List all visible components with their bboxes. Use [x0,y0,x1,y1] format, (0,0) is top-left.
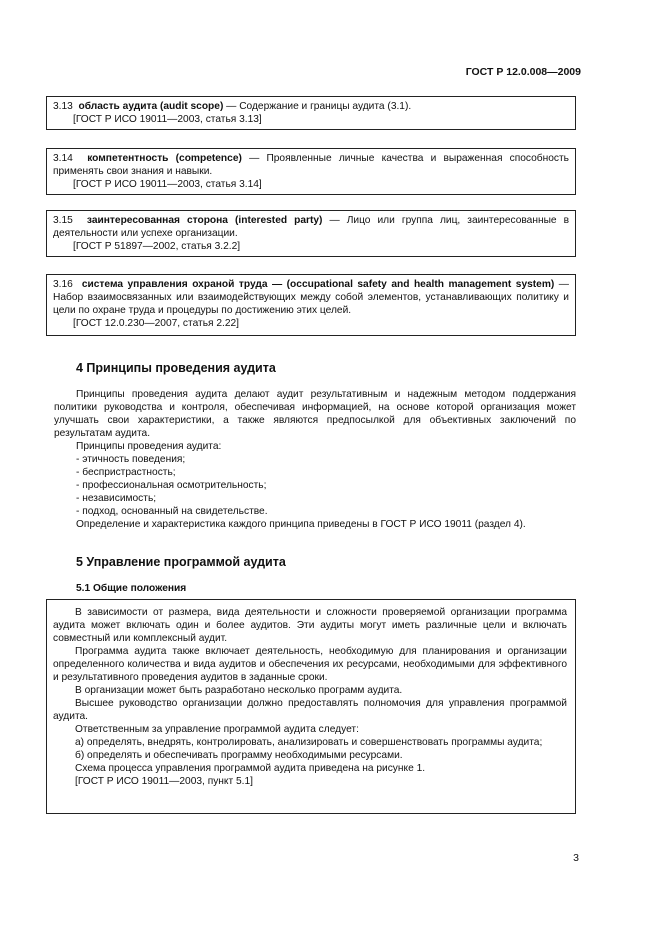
term-text: — Проявленные личные качества и выраженная способность применять свои знания и навыки. [53,153,569,177]
term-definition [53,152,569,178]
term-number: 3.16 [53,279,73,290]
term-reference: [ГОСТ Р ИСО 19011—2003, статья 3.13] [73,114,262,125]
term-text: — Содержание и границы аудита (3.1). [223,101,412,112]
paragraph: В зависимости от размера, вида деятельности и сложности проверяемой организации программа аудита может включать один и более аудитов. Эти аудиты могут иметь различные цели и включать совместный или комплексный аудит. [53,607,567,644]
term-number: 3.13 [53,101,73,112]
term-definition [53,100,569,113]
paragraph: Программа аудита также включает деятельность, необходимую для планирования и организации определенного количества и вида аудитов и обеспечения их ресурсами, необходимыми для эффективного и результативного проведения аудитов в заданные сроки. [53,646,567,683]
paragraph: б) определять и обеспечивать программу необходимыми ресурсами. [75,750,403,761]
paragraph: Схема процесса управления программой аудита приведена на рисунке 1. [75,763,426,774]
term-box-3-16 [46,274,576,336]
term-box-3-14 [46,148,576,195]
term-name: область аудита (audit scope) [78,101,224,112]
term-reference: [ГОСТ 12.0.230—2007, статья 2.22] [73,318,240,329]
term-name: система управления охраной труда — (occupational safety and health management system) [81,279,555,290]
section-5-heading: 5 Управление программой аудита [76,555,286,569]
term-definition [53,214,569,240]
list-item: - независимость; [76,493,157,504]
term-definition [53,278,569,317]
section-4-closing: Определение и характеристика каждого принципа приведены в ГОСТ Р ИСО 19011 (раздел 4). [76,519,526,530]
term-text: — Лицо или группа лиц, заинтересованные в деятельности или успехе организации. [53,215,570,239]
term-box-3-13 [46,96,576,130]
list-item: - профессиональная осмотрительность; [76,480,267,491]
term-reference: [ГОСТ Р ИСО 19011—2003, статья 3.14] [73,179,262,190]
term-name: заинтересованная сторона (interested party) [86,215,323,226]
document-code: ГОСТ Р 12.0.008—2009 [465,66,581,78]
term-number: 3.15 [53,215,73,226]
section-5-1-box [46,599,576,814]
list-item: - подход, основанный на свидетельстве. [76,506,268,517]
section-4-intro: Принципы проведения аудита делают аудит результативным и надежным методом поддержания политики руководства и контроля, обеспечивая информацией, на основе которой организация может улучшать свои характеристики, а также являются предпосылкой для объективных заключений по результатам аудита. [54,389,576,439]
term-number: 3.14 [53,153,73,164]
term-text: — Набор взаимосвязанных или взаимодействующих между собой элементов, устанавливающих политику и цели по охране труда и процедуры по достижению этих целей. [53,279,569,316]
page-number: 3 [573,852,579,864]
paragraph: Ответственным за управление программой аудита следует: [75,724,359,735]
paragraph: а) определять, внедрять, контролировать, анализировать и совершенствовать программы аудита; [75,737,543,748]
principles-list-intro: Принципы проведения аудита: [76,441,222,452]
list-item: - этичность поведения; [76,454,186,465]
term-name: компетентность (competence) [87,153,242,164]
section-4-heading: 4 Принципы проведения аудита [76,361,276,375]
section-5-1-reference: [ГОСТ Р ИСО 19011—2003, пункт 5.1] [75,776,253,787]
term-box-3-15 [46,210,576,257]
paragraph: Высшее руководство организации должно предоставлять полномочия для управления программой аудита. [53,698,567,722]
term-reference: [ГОСТ Р 51897—2002, статья 3.2.2] [73,241,241,252]
paragraph: В организации может быть разработано несколько программ аудита. [75,685,403,696]
subsection-5-1-heading: 5.1 Общие положения [76,583,187,594]
list-item: - беспристрастность; [76,467,176,478]
section-4-body [54,388,576,531]
